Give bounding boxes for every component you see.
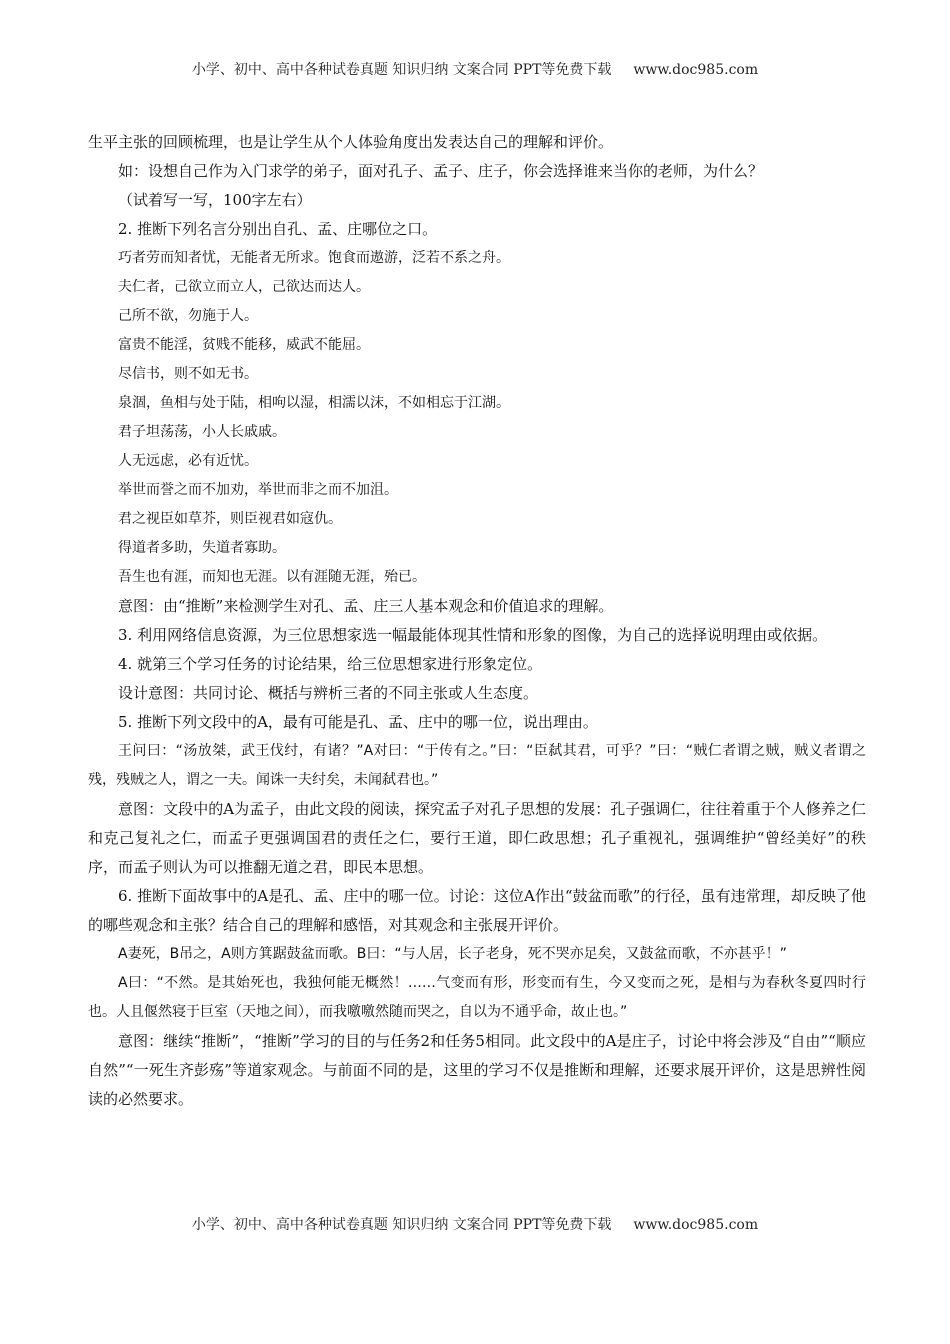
quote-item: 吾生也有涯，而知也无涯。以有涯随无涯，殆已。 (118, 569, 426, 585)
footer-url[interactable]: www.doc985.com (633, 1217, 759, 1233)
passage-6b: A曰：“不然。是其始死也，我独何能无概然！……气变而有形，形变而有生，今又变而之死，是相与为春秋冬夏四时行也。人且偃然寝于巨室（天地之间），而我噭噭然随而哭之，自以为不通乎命，故止也。” (88, 975, 866, 1020)
quote-item: 夫仁者，己欲立而立人，己欲达而达人。 (118, 279, 370, 295)
task-4: 4. 就第三个学习任务的讨论结果，给三位思想家进行形象定位。 (118, 655, 543, 673)
passage-6a: A妻死，B吊之，A则方箕踞鼓盆而歌。B曰：“与人居，长子老身，死不哭亦足矣，又鼓盆而歌，不亦甚乎！” (118, 946, 787, 962)
footer-text: 小学、初中、高中各种试卷真题 知识归纳 文案合同 PPT等免费下载 (191, 1217, 612, 1233)
task-6: 6. 推断下面故事中的A是孔、孟、庄中的哪一位。讨论：这位A作出“鼓盆而歌”的行径，虽有违常理，却反映了他的哪些观念和主张？结合自己的理解和感悟，对其观念和主张展开评价。 (88, 887, 866, 934)
page-footer (0, 1214, 950, 1234)
page-header (0, 59, 950, 79)
quote-item: 己所不欲，勿施于人。 (118, 308, 258, 324)
quote-item: 富贵不能淫，贫贱不能移，威武不能屈。 (118, 337, 370, 353)
intent-5: 意图：文段中的A为孟子，由此文段的阅读，探究孟子对孔子思想的发展：孔子强调仁，往往着重于个人修养之仁和克己复礼之仁，而孟子更强调国君的责任之仁，要行王道，即仁政思想；孔子重视礼，强调维护“曾经美好”的秩序，而孟子则认为可以推翻无道之君，即民本思想。 (88, 800, 866, 876)
intent-4: 设计意图：共同讨论、概括与辨析三者的不同主张或人生态度。 (118, 684, 539, 702)
quote-item: 举世而誉之而不加劝，举世而非之而不加沮。 (118, 482, 398, 498)
quote-item: 巧者劳而知者忧，无能者无所求。饱食而遨游，泛若不系之舟。 (118, 250, 510, 266)
header-text: 小学、初中、高中各种试卷真题 知识归纳 文案合同 PPT等免费下载 (191, 62, 612, 78)
task-3: 3. 利用网络信息资源，为三位思想家选一幅最能体现其性情和形象的图像，为自己的选择说明理由或依据。 (118, 626, 828, 644)
quote-item: 君之视臣如草芥，则臣视君如寇仇。 (118, 511, 342, 527)
passage-5: 王问曰：“汤放桀，武王伐纣，有诸？”A对曰：“于传有之。”曰：“臣弑其君，可乎？”曰：“贼仁者谓之贼，贼义者谓之残，残贼之人，谓之一夫。闻诛一夫纣矣，未闻弑君也。” (88, 743, 866, 788)
task-2: 2. 推断下列名言分别出自孔、孟、庄哪位之口。 (118, 220, 438, 238)
intent-6: 意图：继续“推断”，“推断”学习的目的与任务2和任务5相同。此文段中的A是庄子，讨论中将会涉及“自由”“顺应自然”“一死生齐彭殇”等道家观念。与前面不同的是，这里的学习不仅是推断和理解，还要求展开评价，这是思辨性阅读的必然要求。 (88, 1032, 866, 1108)
paragraph-intro: 生平主张的回顾梳理，也是让学生从个人体验角度出发表达自己的理解和评价。 (88, 133, 614, 151)
header-url[interactable]: www.doc985.com (633, 62, 759, 78)
task-5: 5. 推断下列文段中的A，最有可能是孔、孟、庄中的哪一位，说出理由。 (118, 713, 598, 731)
paragraph-word-limit: （试着写一写，100字左右） (118, 191, 312, 209)
quote-item: 尽信书，则不如无书。 (118, 366, 258, 382)
quote-item: 人无远虑，必有近忧。 (118, 453, 258, 469)
paragraph-prompt: 如：设想自己作为入门求学的弟子，面对孔子、孟子、庄子，你会选择谁来当你的老师，为什么？ (118, 162, 764, 180)
quote-item: 泉涸，鱼相与处于陆，相呴以湿，相濡以沫，不如相忘于江湖。 (118, 395, 510, 411)
intent-2: 意图：由“推断”来检测学生对孔、孟、庄三人基本观念和价值追求的理解。 (118, 597, 614, 615)
quote-item: 君子坦荡荡，小人长戚戚。 (118, 424, 286, 440)
quote-item: 得道者多助，失道者寡助。 (118, 540, 286, 556)
document-body (88, 128, 866, 1114)
